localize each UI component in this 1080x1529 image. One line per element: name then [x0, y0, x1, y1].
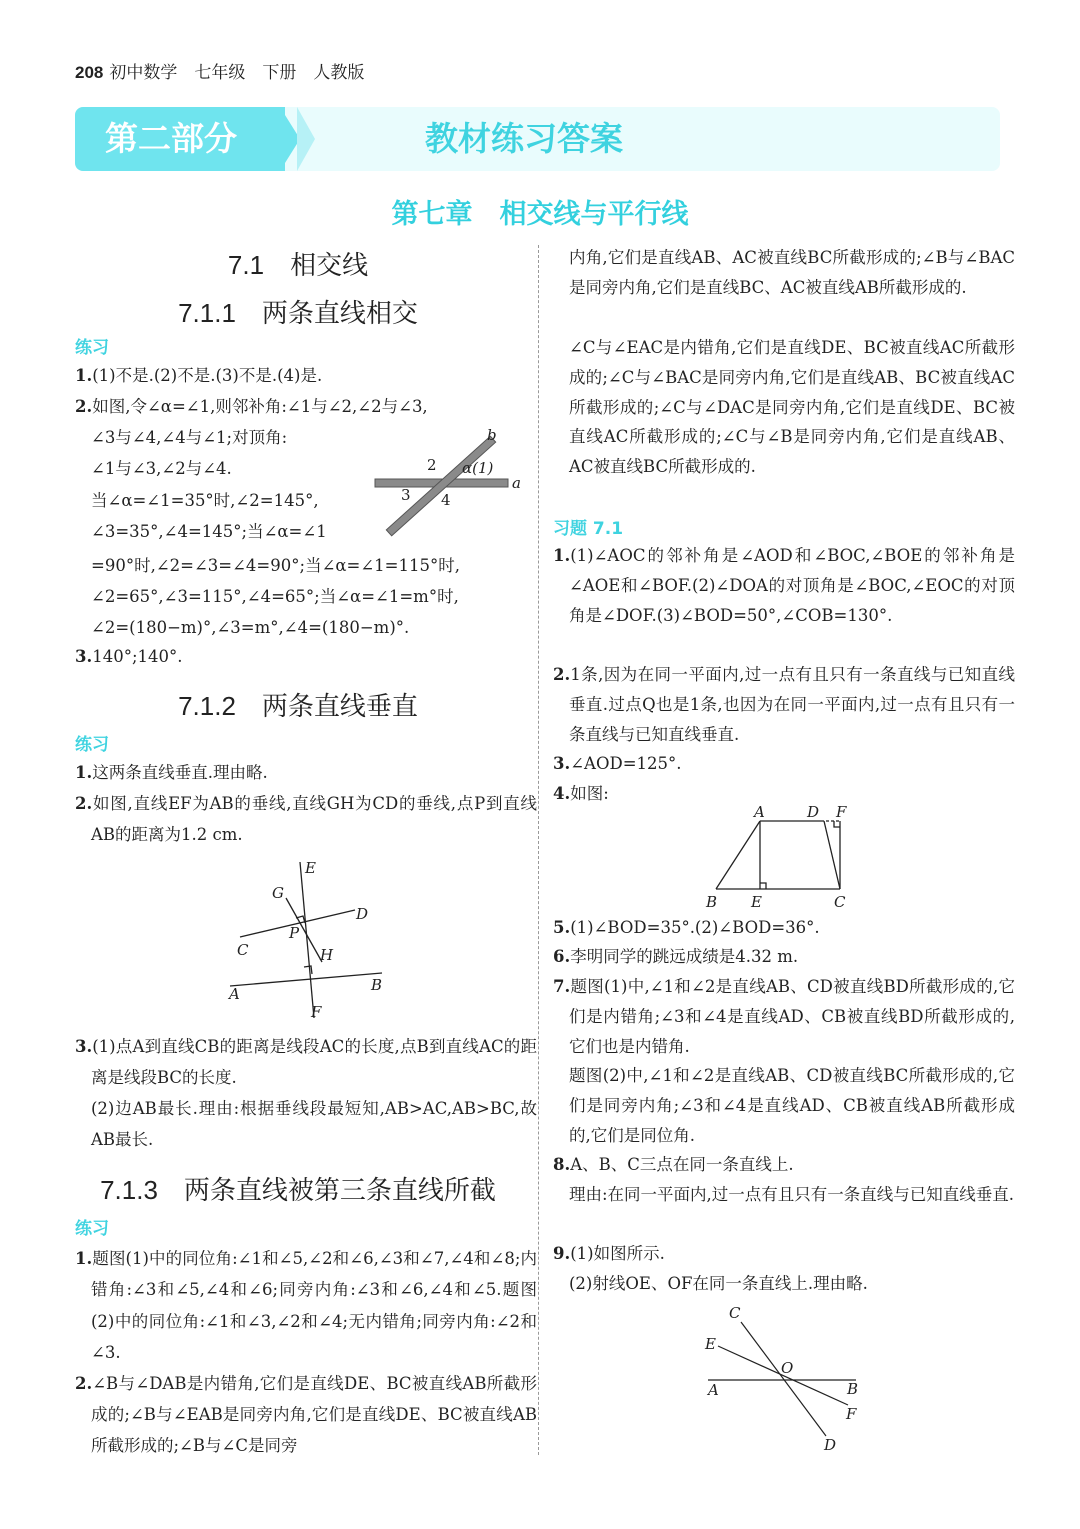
svg-text:H: H [320, 946, 334, 964]
answer-item: 9.(1)如图所示. [553, 1244, 665, 1263]
answer-item: (2)射线OE、OF在同一条直线上.理由略. [569, 1274, 868, 1293]
svg-text:B: B [371, 976, 383, 994]
svg-text:a: a [512, 474, 521, 492]
exercise-label: 练习 [75, 338, 109, 358]
svg-text:2: 2 [427, 456, 437, 474]
svg-text:A: A [754, 803, 765, 821]
svg-text:P: P [289, 924, 300, 942]
svg-text:G: G [272, 884, 284, 902]
answer-item: 4.如图: [553, 784, 609, 803]
answer-item: 3.140°;140°. [75, 647, 183, 666]
svg-text:F: F [846, 1405, 857, 1423]
svg-text:F: F [311, 1003, 322, 1021]
page-number: 208 [75, 63, 104, 82]
svg-text:3: 3 [401, 486, 411, 504]
svg-text:E: E [305, 859, 316, 877]
svg-text:α(1): α(1) [462, 459, 494, 477]
svg-text:E: E [751, 893, 762, 911]
answer-item: 2.如图,直线EF为AB的垂线,直线GH为CD的垂线,点P到直线AB的距离为1.2 cm. [75, 794, 537, 844]
answer-item: 6.李明同学的跳远成绩是4.32 m. [553, 947, 799, 966]
answer-item: 1.(1)∠AOC的邻补角是∠AOD和∠BOC,∠BOE的邻补角是∠AOE和∠BOF.(2)∠DOA的对顶角是∠BOC,∠EOC的对顶角是∠DOF.(3)∠BOD=50°,∠COB=130°. [553, 546, 1015, 625]
svg-text:A: A [708, 1381, 719, 1399]
svg-text:A: A [229, 985, 240, 1003]
svg-text:C: C [729, 1304, 741, 1322]
subsection-title: 7.1.3 两条直线被第三条直线所截 [100, 1175, 496, 1205]
svg-text:D: D [824, 1436, 837, 1454]
section-title: 7.1 相交线 [227, 250, 369, 280]
answer-item: 1.题图(1)中的同位角:∠1和∠5,∠2和∠6,∠3和∠7,∠4和∠8;内错角:∠3和∠5,∠4和∠6;同旁内角:∠3和∠6,∠4和∠5.题图(2)中的同位角:∠1和∠3,∠2和∠4;无内错角;同旁内角:∠2和∠3. [75, 1249, 537, 1362]
answer-item: 3.(1)点A到直线CB的距离是线段AC的长度,点B到直线AC的距离是线段BC的长度. [75, 1037, 537, 1087]
answer-item: (2)边AB最长.理由:根据垂线段最短知,AB>AC,AB>BC,故AB最长. [91, 1099, 537, 1149]
answer-item: 2.1条,因为在同一平面内,过一点有且只有一条直线与已知直线垂直.过点Q也是1条,也因为在同一平面内,过一点有且只有一条直线与已知直线垂直. [553, 665, 1015, 744]
svg-text:4: 4 [441, 491, 451, 509]
book-title: 初中数学 七年级 下册 人教版 [109, 63, 365, 82]
exercise-label: 练习 [75, 1219, 109, 1239]
svg-text:F: F [836, 803, 847, 821]
subsection-title: 7.1.2 两条直线垂直 [178, 691, 418, 721]
banner-title: 教材练习答案 [425, 119, 623, 158]
svg-text:D: D [356, 905, 369, 923]
svg-text:E: E [705, 1335, 716, 1353]
answer-item: 题图(2)中,∠1和∠2是直线AB、CD被直线BC所截形成的,它们是同旁内角;∠3和∠4是直线AD、CB被直线AB所截形成的,它们是同位角. [569, 1066, 1015, 1145]
chapter-title: 第七章 相交线与平行线 [391, 199, 689, 230]
svg-text:C: C [237, 941, 249, 959]
svg-text:C: C [834, 893, 846, 911]
svg-text:B: B [847, 1380, 859, 1398]
exercise-label: 练习 [75, 735, 109, 755]
subsection-title: 7.1.1 两条直线相交 [178, 298, 418, 328]
answer-continuation: 内角,它们是直线AB、AC被直线BC所截形成的;∠B与∠BAC是同旁内角,它们是直线BC、AC被直线AB所截形成的. [569, 248, 1015, 297]
answer-continuation: ∠C与∠EAC是内错角,它们是直线DE、BC被直线AC所截形成的;∠C与∠BAC是同旁内角,它们是直线AB、BC被直线AC所截形成的;∠C与∠DAC是同旁内角,它们是直线DE、BC被直线AC所截形成的;∠C与∠B是同旁内角,它们是直线AB、AC被直线BC所截形成的. [569, 338, 1015, 477]
answer-item: 5.(1)∠BOD=35°.(2)∠BOD=36°. [553, 918, 820, 937]
answer-item: 2.∠B与∠DAB是内错角,它们是直线DE、BC被直线AB所截形成的;∠B与∠EAB是同旁内角,它们是直线DE、BC被直线AB所截形成的;∠B与∠C是同旁 [75, 1374, 537, 1455]
svg-text:D: D [807, 803, 820, 821]
answer-item: 2.如图,令∠α=∠1,则邻补角:∠1与∠2,∠2与∠3, ∠3与∠4,∠4与∠1;对顶角: ∠1与∠3,∠2与∠4. 当∠α=∠1=35°时,∠2=145°, ∠3=35°,∠4=145°;当∠α=∠1 =90°时,∠2=∠3=∠4=90°;当∠α=∠1=115°时, ∠2=65°,∠3=115°,∠4=65°;当∠α=∠1=m°时, ∠2=(180−m)°,∠3=m°,∠4=(180−m)°. [75, 397, 460, 638]
answer-item: 8.A、B、C三点在同一条直线上. [553, 1155, 794, 1174]
answer-item: 7.题图(1)中,∠1和∠2是直线AB、CD被直线BD所截形成的,它们是内错角;∠3和∠4是直线AD、CB被直线BD所截形成的,它们也是内错角. [553, 977, 1015, 1056]
label-b: b [487, 426, 497, 444]
answer-item: 理由:在同一平面内,过一点有且只有一条直线与已知直线垂直. [569, 1185, 1015, 1204]
answer-item: 1.这两条直线垂直.理由略. [75, 763, 268, 782]
svg-text:B: B [706, 893, 718, 911]
svg-text:O: O [781, 1359, 794, 1377]
answer-item: 1.(1)不是.(2)不是.(3)不是.(4)是. [75, 366, 323, 385]
part-label: 第二部分 [75, 107, 285, 171]
answer-item: 3.∠AOD=125°. [553, 754, 682, 773]
exercise-set-label: 习题 7.1 [553, 519, 624, 539]
